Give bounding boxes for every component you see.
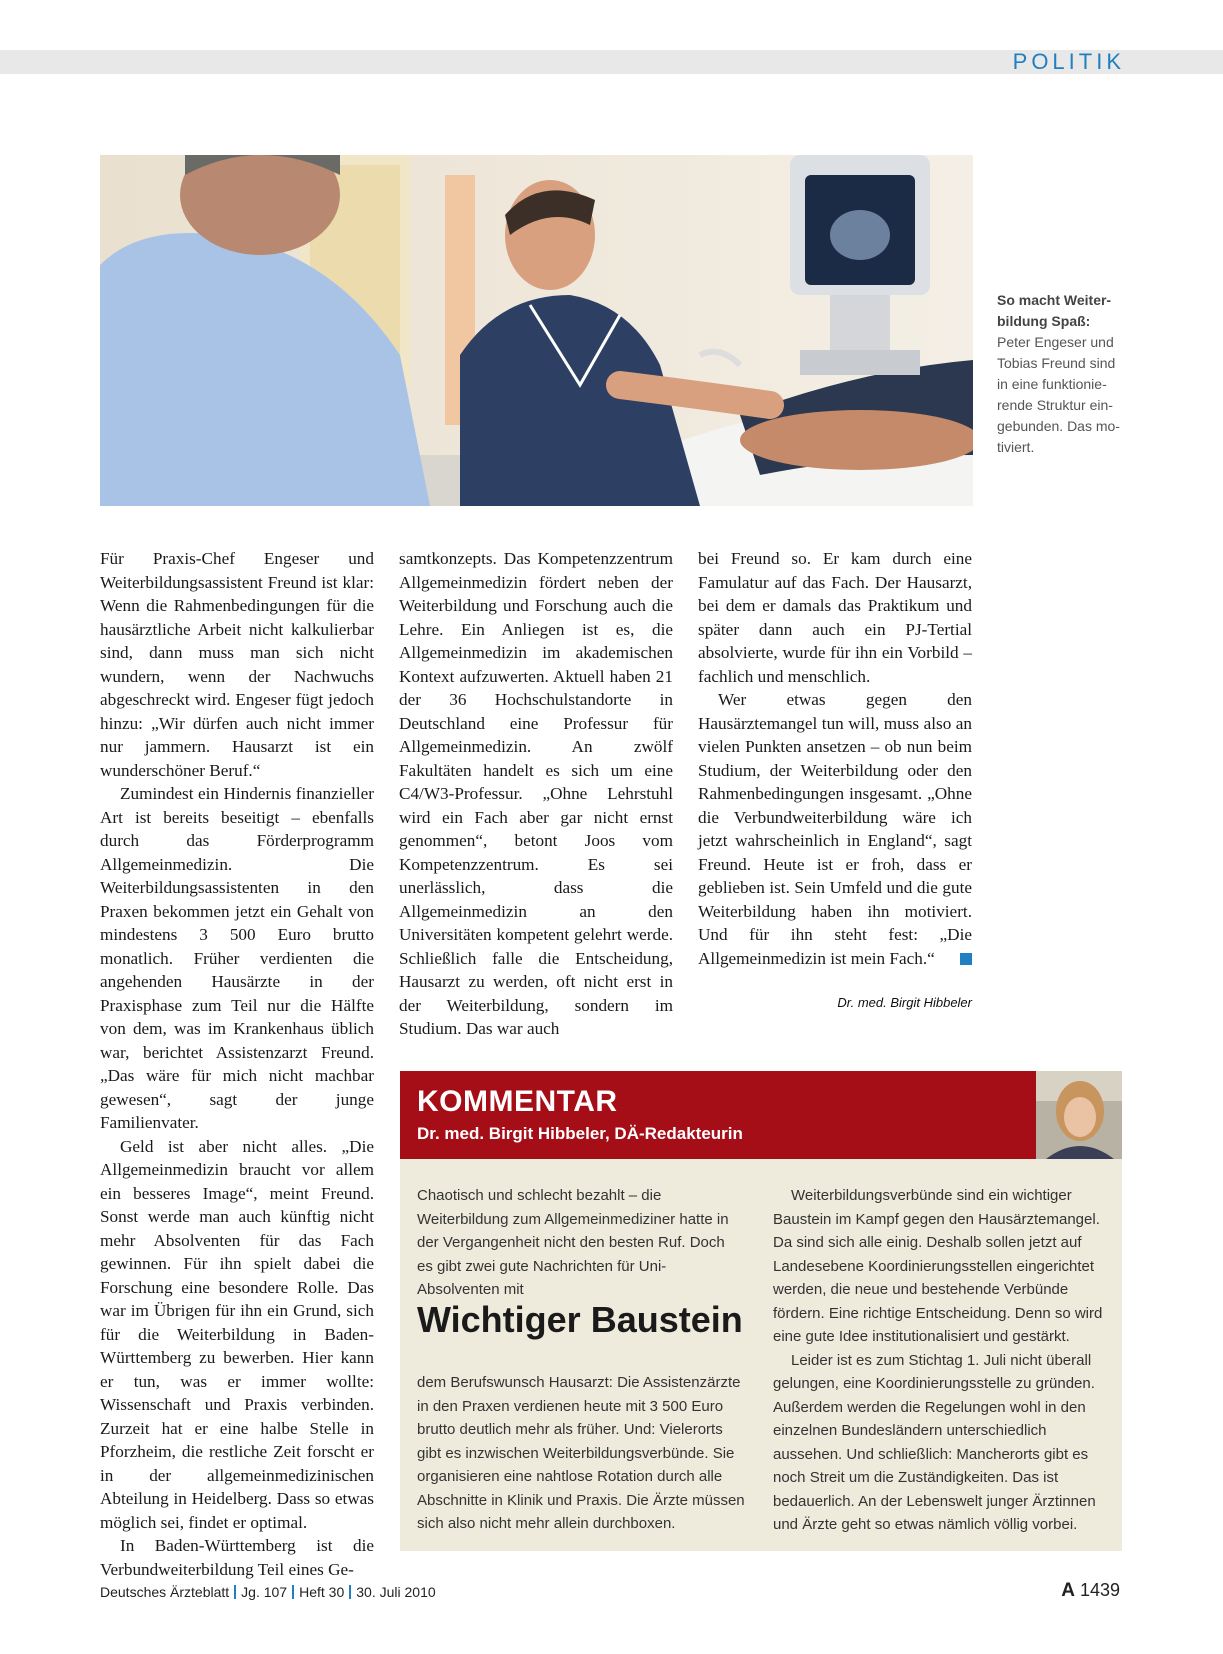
kommentar-body-left: [417, 1371, 747, 1536]
author-portrait: [1036, 1071, 1122, 1159]
page-prefix: A: [1061, 1580, 1075, 1601]
journal-name: Deutsches Ärzteblatt: [100, 1584, 230, 1600]
article-column-3: [698, 547, 972, 970]
date: 30. Juli 2010: [356, 1584, 436, 1600]
author-portrait-image: [1036, 1071, 1122, 1159]
paragraph: dem Berufswunsch Hausarzt: Die Assistenzärzte in den Praxen verdienen heute mit 3 500 Euro brutto deutlich mehr als früher. Und: Vielerorts gibt es inzwischen Weiterbildungsverbünde. Sie organisieren eine nahtlose Rotation durch alle Abschnitte in Klinik und Praxis. Die Ärzte müssen sich also nicht mehr allein durchboxen.: [417, 1374, 745, 1532]
kommentar-byline: Dr. med. Birgit Hibbeler, DÄ-Redakteurin: [417, 1124, 743, 1143]
paragraph: samtkonzepts. Das Kompetenzzentrum Allgemeinmedizin fördert neben der Weiterbildung und Forschung auch die Lehre. Ein Anliegen ist es, die Allgemeinmedizin im akademischen Kontext aufzuwerten. Aktuell haben 21 der 36 Hochschulstandorte in Deutschland eine Professur für Allgemeinmedizin. An zwölf Fakultäten handelt es sich um eine C4/W3-Professur. „Ohne Lehrstuhl wird ein Fach aber gar nicht ernst genommen“, betont Joos vom Kompetenzzentrum. Es sei unerlässlich, dass die Allgemeinmedizin an den Universitäten kompetent gelehrt werde. Schließlich falle die Entscheidung, Hausarzt zu werden, oft nicht erst in der Weiterbildung, sondern im Studium. Das war auch: [399, 549, 673, 1038]
end-mark-icon: [960, 953, 972, 965]
paragraph: Wer etwas gegen den Hausärztemangel tun will, muss also an vielen Punkten ansetzen – ob nun beim Studium, der Weiterbildung oder den Rahmenbedingungen insgesamt. „Ohne die Verbundweiterbildung wäre ich jetzt wahrscheinlich in England“, sagt Freund. Heute ist er froh, dass er geblieben ist. Sein Umfeld und die gute Weiterbildung haben ihn motiviert. Und für ihn steht fest: „Die Allgemeinmedizin ist mein Fach.“: [698, 690, 972, 968]
paragraph: Zumindest ein Hindernis finanzieller Art ist bereits beseitigt – ebenfalls durch das Förderprogramm Allgemeinmedizin. Die Weiterbildungsassistenten in den Praxen bekommen jetzt ein Gehalt von mindestens 3 500 Euro brutto monatlich. Früher verdienten die angehenden Hausärzte in der Praxisphase zum Teil nur die Hälfte von dem, was im Krankenhaus üblich war, berichtet Assistenzarzt Freund. „Das wäre für mich nicht machbar gewesen“, sagt der junge Familienvater.: [100, 784, 374, 1132]
kommentar-header: [400, 1071, 1036, 1159]
section-label: POLITIK: [1012, 49, 1125, 74]
footer: [100, 1584, 436, 1600]
paragraph: Leider ist es zum Stichtag 1. Juli nicht überall gelungen, eine Koordinierungsstelle zu gründen. Außerdem werden die Regelungen wohl in den einzelnen Bundesländern unterschiedlich aussehen. Und schließlich: Mancherorts gibt es noch Streit um die Zuständigkeiten. Das ist bedauerlich. An der Lebenswelt junger Ärztinnen und Ärzte geht so etwas nämlich völlig vorbei.: [773, 1351, 1096, 1533]
paragraph: Für Praxis-Chef Engeser und Weiterbildungsassistent Freund ist klar: Wenn die Rahmenbedingungen für die hausärztliche Arbeit nicht kalkulierbar sind, dann muss man sich nicht wundern, wenn der Nachwuchs abgeschreckt wird. Engeser fügt jedoch hinzu: „Wir dürfen auch nicht immer nur jammern. Hausarzt ist ein wunderschöner Beruf.“: [100, 549, 374, 780]
ultrasound-scene-image: [100, 155, 973, 506]
paragraph: bei Freund so. Er kam durch eine Famulatur auf das Fach. Der Hausarzt, bei dem er damals das Praktikum und später dann auch ein PJ-Tertial absolvierte, wurde für ihn ein Vorbild – fachlich und menschlich.: [698, 549, 972, 686]
separator: [234, 1585, 236, 1599]
page-value: 1439: [1079, 1580, 1120, 1600]
article-photo: [100, 155, 973, 506]
caption-text: Peter Engeser und Tobias Freund sind in eine funktionie-rende Struktur ein-gebunden. Das mo-tiviert.: [997, 334, 1120, 455]
kommentar-intro: [417, 1184, 735, 1302]
paragraph: Weiterbildungsverbünde sind ein wichtiger Baustein im Kampf gegen den Hausärztemangel. Da sind sich alle einig. Deshalb sollen jetzt auf Landesebene Koordinierungsstellen eingerichtet werden, die neue und bestehende Verbünde fördern. Eine richtige Entscheidung. Denn so wird eine gute Idee institutionalisiert und gestärkt.: [773, 1187, 1103, 1345]
paragraph: Chaotisch und schlecht bezahlt – die Weiterbildung zum Allgemeinmediziner hatte in der Vergangenheit nicht den besten Ruf. Doch es gibt zwei gute Nachrichten für Uni-Absolventen mit: [417, 1187, 729, 1298]
separator: [349, 1585, 351, 1599]
volume: Jg. 107: [241, 1584, 288, 1600]
paragraph: In Baden-Württemberg ist die Verbundweiterbildung Teil eines Ge-: [100, 1536, 374, 1579]
kommentar-headline: Wichtiger Baustein: [417, 1299, 743, 1340]
kommentar-body-right: [773, 1184, 1103, 1537]
article-column-2: [399, 547, 673, 1041]
paragraph: Geld ist aber nicht alles. „Die Allgemeinmedizin braucht vor allem ein besseres Image“, meint Freund. Sonst werde man auch künftig nicht mehr Absolventen für das Fach gewinnen. Für ihn spielt dabei die Forschung eine besondere Rolle. Das war im Übrigen für ihn ein Grund, sich für die Weiterbildung in Baden-Württemberg zu bewerben. Hier kann er tun, was er immer wollte: Wissenschaft und Praxis verbinden. Zurzeit hat er eine halbe Stelle in Pforzheim, die restliche Zeit forscht er in der allgemeinmedizinischen Abteilung in Heidelberg. Dass so etwas möglich sei, findet er optimal.: [100, 1136, 374, 1532]
article-column-1: [100, 547, 374, 1581]
article-author: Dr. med. Birgit Hibbeler: [837, 995, 972, 1010]
kommentar-label: KOMMENTAR: [417, 1085, 618, 1118]
photo-caption: [997, 290, 1122, 458]
page-number: [1061, 1580, 1120, 1602]
issue: Heft 30: [299, 1584, 345, 1600]
caption-bold: So macht Weiter-bildung Spaß:: [997, 292, 1112, 329]
separator: [292, 1585, 294, 1599]
kommentar-box: [400, 1071, 1122, 1551]
